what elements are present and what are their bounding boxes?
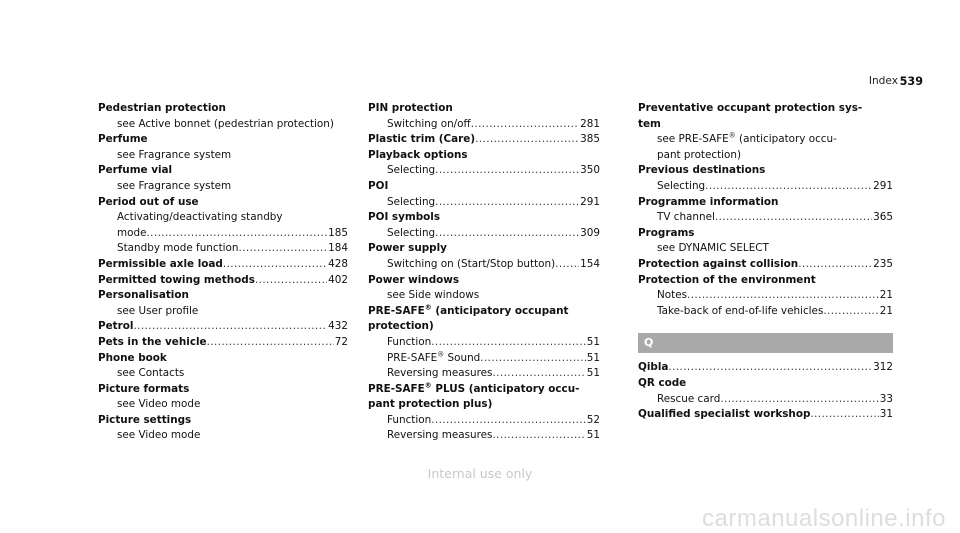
entry-term-text: PIN protection [368, 102, 453, 114]
index-entry [638, 407, 893, 423]
entry-term-text: Perfume vial [98, 164, 173, 177]
index-column-3 [638, 101, 893, 423]
header-section-label: Index [868, 75, 898, 87]
subline-page-number: 33 [879, 392, 893, 405]
entry-subline [638, 304, 893, 320]
index-entry [98, 413, 348, 444]
entry-term-text: Pets in the vehicle [98, 335, 207, 348]
subline-page-number: 185 [328, 226, 348, 239]
entry-subline [368, 413, 600, 429]
entry-term [638, 163, 893, 179]
index-entry [638, 376, 893, 407]
leader-dots [492, 428, 585, 444]
entry-subline [98, 304, 348, 320]
site-watermark: carmanualsonline.info [702, 505, 946, 533]
entry-term [368, 273, 600, 289]
entry-term [368, 101, 600, 117]
entry-term-text: Permitted towing methods [98, 273, 255, 286]
subline-page-number: 281 [580, 117, 600, 130]
entry-term-text: Permissible axle load [98, 257, 223, 270]
entry-term-text: POI symbols [368, 211, 441, 224]
index-entry [638, 101, 893, 163]
entry-term-text: Qibla [638, 361, 669, 374]
index-entry [368, 132, 600, 148]
index-entry [368, 179, 600, 210]
leader-dots [492, 366, 585, 382]
leader-dots [705, 179, 872, 195]
entry-subline [98, 210, 348, 226]
entry-term-text: Period out of use [98, 195, 199, 208]
subline-text: Function [387, 413, 432, 426]
index-column-2 [368, 101, 600, 444]
index-entry [368, 304, 600, 382]
leader-dots [255, 273, 327, 289]
subline-text: see DYNAMIC SELECT [657, 242, 769, 255]
entry-term-text: Protection of the environment [638, 273, 816, 286]
entry-term [638, 226, 893, 242]
subline-text: Selecting [387, 195, 436, 208]
index-entry [638, 360, 893, 376]
subline-page-number: 51 [586, 335, 600, 348]
entry-term [98, 288, 348, 304]
subline-text: Selecting [657, 179, 706, 192]
index-entry [98, 195, 348, 257]
subline-text: Reversing measures [387, 429, 493, 442]
leader-dots [431, 413, 586, 429]
subline-page-number: 154 [580, 257, 600, 270]
leader-dots [471, 117, 579, 133]
entry-term [638, 360, 893, 376]
entry-subline [368, 257, 600, 273]
entry-page-number: 428 [328, 257, 348, 270]
entry-term-text: Preventative occupant protection sys- [638, 102, 863, 114]
entry-term [368, 241, 600, 257]
index-entry [638, 195, 893, 226]
section-letter: Q [644, 336, 654, 350]
leader-dots [480, 351, 585, 367]
entry-term-continuation [368, 319, 600, 335]
entry-subline [638, 148, 893, 164]
entry-subline [368, 163, 600, 179]
subline-text: Rescue card [657, 392, 721, 405]
entry-subline [98, 366, 348, 382]
subline-page-number: 350 [580, 164, 600, 177]
entry-page-number: 312 [873, 361, 893, 374]
leader-dots [133, 319, 327, 335]
leader-dots [435, 195, 579, 211]
subline-text: Switching on (Start/Stop button) [387, 257, 556, 270]
index-entry [368, 273, 600, 304]
subline-text: Selecting [387, 226, 436, 239]
entry-term-text: PRE-SAFE® PLUS (anticipatory occu- [368, 381, 580, 395]
leader-dots [720, 392, 878, 408]
subline-page-number: 309 [580, 226, 600, 239]
leader-dots [238, 241, 327, 257]
entry-term [98, 413, 348, 429]
entry-term-continuation [638, 117, 893, 133]
subline-page-number: 51 [586, 367, 600, 380]
leader-dots [146, 226, 327, 242]
leader-dots [435, 226, 579, 242]
entry-term-text: QR code [638, 376, 687, 389]
entry-subline [368, 366, 600, 382]
entry-subline [98, 148, 348, 164]
leader-dots [687, 288, 879, 304]
subline-text: see Fragrance system [117, 179, 232, 192]
entry-page-number: 235 [873, 257, 893, 270]
subline-text: see Contacts [117, 367, 185, 380]
index-entry [98, 273, 348, 289]
subline-text: see PRE-SAFE® (anticipatory occu- [657, 131, 837, 146]
subline-text: see Video mode [117, 398, 201, 411]
entry-subline [98, 179, 348, 195]
entry-term-text: Picture settings [98, 413, 192, 426]
index-column-1 [98, 101, 348, 444]
subline-text: see User profile [117, 304, 199, 317]
entry-term-text: Perfume [98, 133, 148, 146]
entry-term-text: Personalisation [98, 289, 189, 302]
entry-term [368, 179, 600, 195]
entry-term-text: tem [638, 117, 661, 130]
entry-term-continuation [368, 397, 600, 413]
entry-term [98, 132, 348, 148]
entry-subline [368, 288, 600, 304]
entry-subline [638, 241, 893, 257]
subline-text: see Fragrance system [117, 148, 232, 161]
index-entry [638, 273, 893, 320]
leader-dots [207, 335, 334, 351]
entry-term [368, 210, 600, 226]
entry-subline [368, 226, 600, 242]
entry-term [98, 382, 348, 398]
subline-text: see Active bonnet (pedestrian protection) [117, 117, 334, 130]
subline-page-number: 291 [580, 195, 600, 208]
entry-subline [638, 392, 893, 408]
leader-dots [431, 335, 586, 351]
entry-page-number: 31 [879, 408, 893, 421]
leader-dots [223, 257, 327, 273]
entry-term [98, 257, 348, 273]
index-entry [98, 257, 348, 273]
entry-term-text: pant protection plus) [368, 398, 493, 411]
entry-subline [638, 288, 893, 304]
index-entry [98, 382, 348, 413]
entry-term [368, 304, 600, 320]
leader-dots [435, 163, 579, 179]
leader-dots [715, 210, 872, 226]
entry-term [638, 376, 893, 392]
index-entry [368, 382, 600, 444]
subline-text: pant protection) [657, 148, 742, 161]
entry-term [98, 195, 348, 211]
entry-term [98, 319, 348, 335]
entry-term-text: protection) [368, 320, 434, 333]
subline-page-number: 184 [328, 242, 348, 255]
subline-text: Notes [657, 289, 688, 302]
leader-dots [798, 257, 872, 273]
entry-term [98, 351, 348, 367]
index-entry [98, 351, 348, 382]
index-entry [98, 101, 348, 132]
entry-term [98, 101, 348, 117]
index-entry [98, 288, 348, 319]
watermark: Internal use only [427, 466, 533, 481]
index-entry [638, 163, 893, 194]
entry-subline [368, 117, 600, 133]
subline-text: Reversing measures [387, 367, 493, 380]
entry-subline [638, 210, 893, 226]
subline-page-number: 51 [586, 429, 600, 442]
entry-term-text: Playback options [368, 148, 468, 161]
leader-dots [823, 304, 878, 320]
entry-term [368, 132, 600, 148]
entry-term-text: Qualified specialist workshop [638, 408, 811, 421]
leader-dots [555, 257, 579, 273]
entry-term-text: POI [368, 179, 389, 192]
entry-subline [368, 351, 600, 367]
subline-page-number: 365 [873, 211, 893, 224]
index-entry [98, 163, 348, 194]
entry-term [98, 273, 348, 289]
subline-text: see Video mode [117, 429, 201, 442]
subline-page-number: 51 [586, 351, 600, 364]
entry-term-text: Plastic trim (Care) [368, 133, 476, 146]
entry-term [368, 382, 600, 398]
entry-term [98, 163, 348, 179]
entry-term-text: Power supply [368, 242, 447, 255]
entry-subline [638, 179, 893, 195]
column-3-entries [638, 101, 893, 319]
leader-dots [475, 132, 579, 148]
subline-page-number: 52 [586, 413, 600, 426]
entry-term-text: Phone book [98, 351, 167, 364]
index-entry [638, 257, 893, 273]
entry-subline [98, 241, 348, 257]
subline-text: Switching on/off [387, 117, 471, 130]
subline-page-number: 21 [879, 289, 893, 302]
entry-page-number: 432 [328, 320, 348, 333]
entry-subline [98, 397, 348, 413]
entry-term [638, 273, 893, 289]
entry-subline [368, 335, 600, 351]
entry-term [638, 407, 893, 423]
index-entry [368, 241, 600, 272]
subline-text: TV channel [657, 211, 715, 224]
entry-term [638, 257, 893, 273]
index-entry [98, 132, 348, 163]
subline-text: Selecting [387, 164, 436, 177]
entry-term [638, 101, 893, 117]
entry-term-text: Picture formats [98, 382, 190, 395]
entry-term-text: Pedestrian protection [98, 102, 226, 114]
subline-text: Function [387, 335, 432, 348]
subline-text: see Side windows [387, 289, 480, 302]
subline-text: Take-back of end-of-life vehicles [657, 304, 824, 317]
entry-page-number: 385 [580, 133, 600, 146]
entry-term [368, 148, 600, 164]
entry-term [638, 195, 893, 211]
leader-dots [810, 407, 878, 423]
entry-term-text: Programme information [638, 195, 779, 208]
entry-page-number: 72 [334, 335, 348, 348]
entry-term-text: Previous destinations [638, 164, 766, 177]
subline-page-number: 291 [873, 179, 893, 192]
entry-subline [98, 226, 348, 242]
entry-subline [98, 117, 348, 133]
index-entry [98, 335, 348, 351]
entry-term-text: Protection against collision [638, 257, 799, 270]
index-entry [98, 319, 348, 335]
index-entry [368, 101, 600, 132]
section-letter-bar [638, 333, 893, 353]
subline-text: PRE-SAFE® Sound [387, 350, 481, 364]
entry-subline [98, 428, 348, 444]
entry-term [98, 335, 348, 351]
subline-text: Activating/deactivating standby [117, 211, 283, 224]
entry-term-text: Petrol [98, 320, 134, 333]
entry-page-number: 402 [328, 273, 348, 286]
entry-subline [368, 428, 600, 444]
leader-dots [668, 360, 872, 376]
subline-page-number: 21 [879, 304, 893, 317]
q-section-entries [638, 360, 893, 422]
subline-text: Standby mode function [117, 242, 239, 255]
entry-term-text: Power windows [368, 273, 460, 286]
index-entry [638, 226, 893, 257]
subline-text: mode [117, 226, 147, 239]
index-entry [368, 210, 600, 241]
index-entry [368, 148, 600, 179]
entry-term-text: PRE-SAFE® (anticipatory occupant [368, 303, 569, 317]
entry-subline [638, 132, 893, 148]
entry-term-text: Programs [638, 226, 695, 239]
entry-subline [368, 195, 600, 211]
header-page-number: 539 [899, 75, 923, 88]
